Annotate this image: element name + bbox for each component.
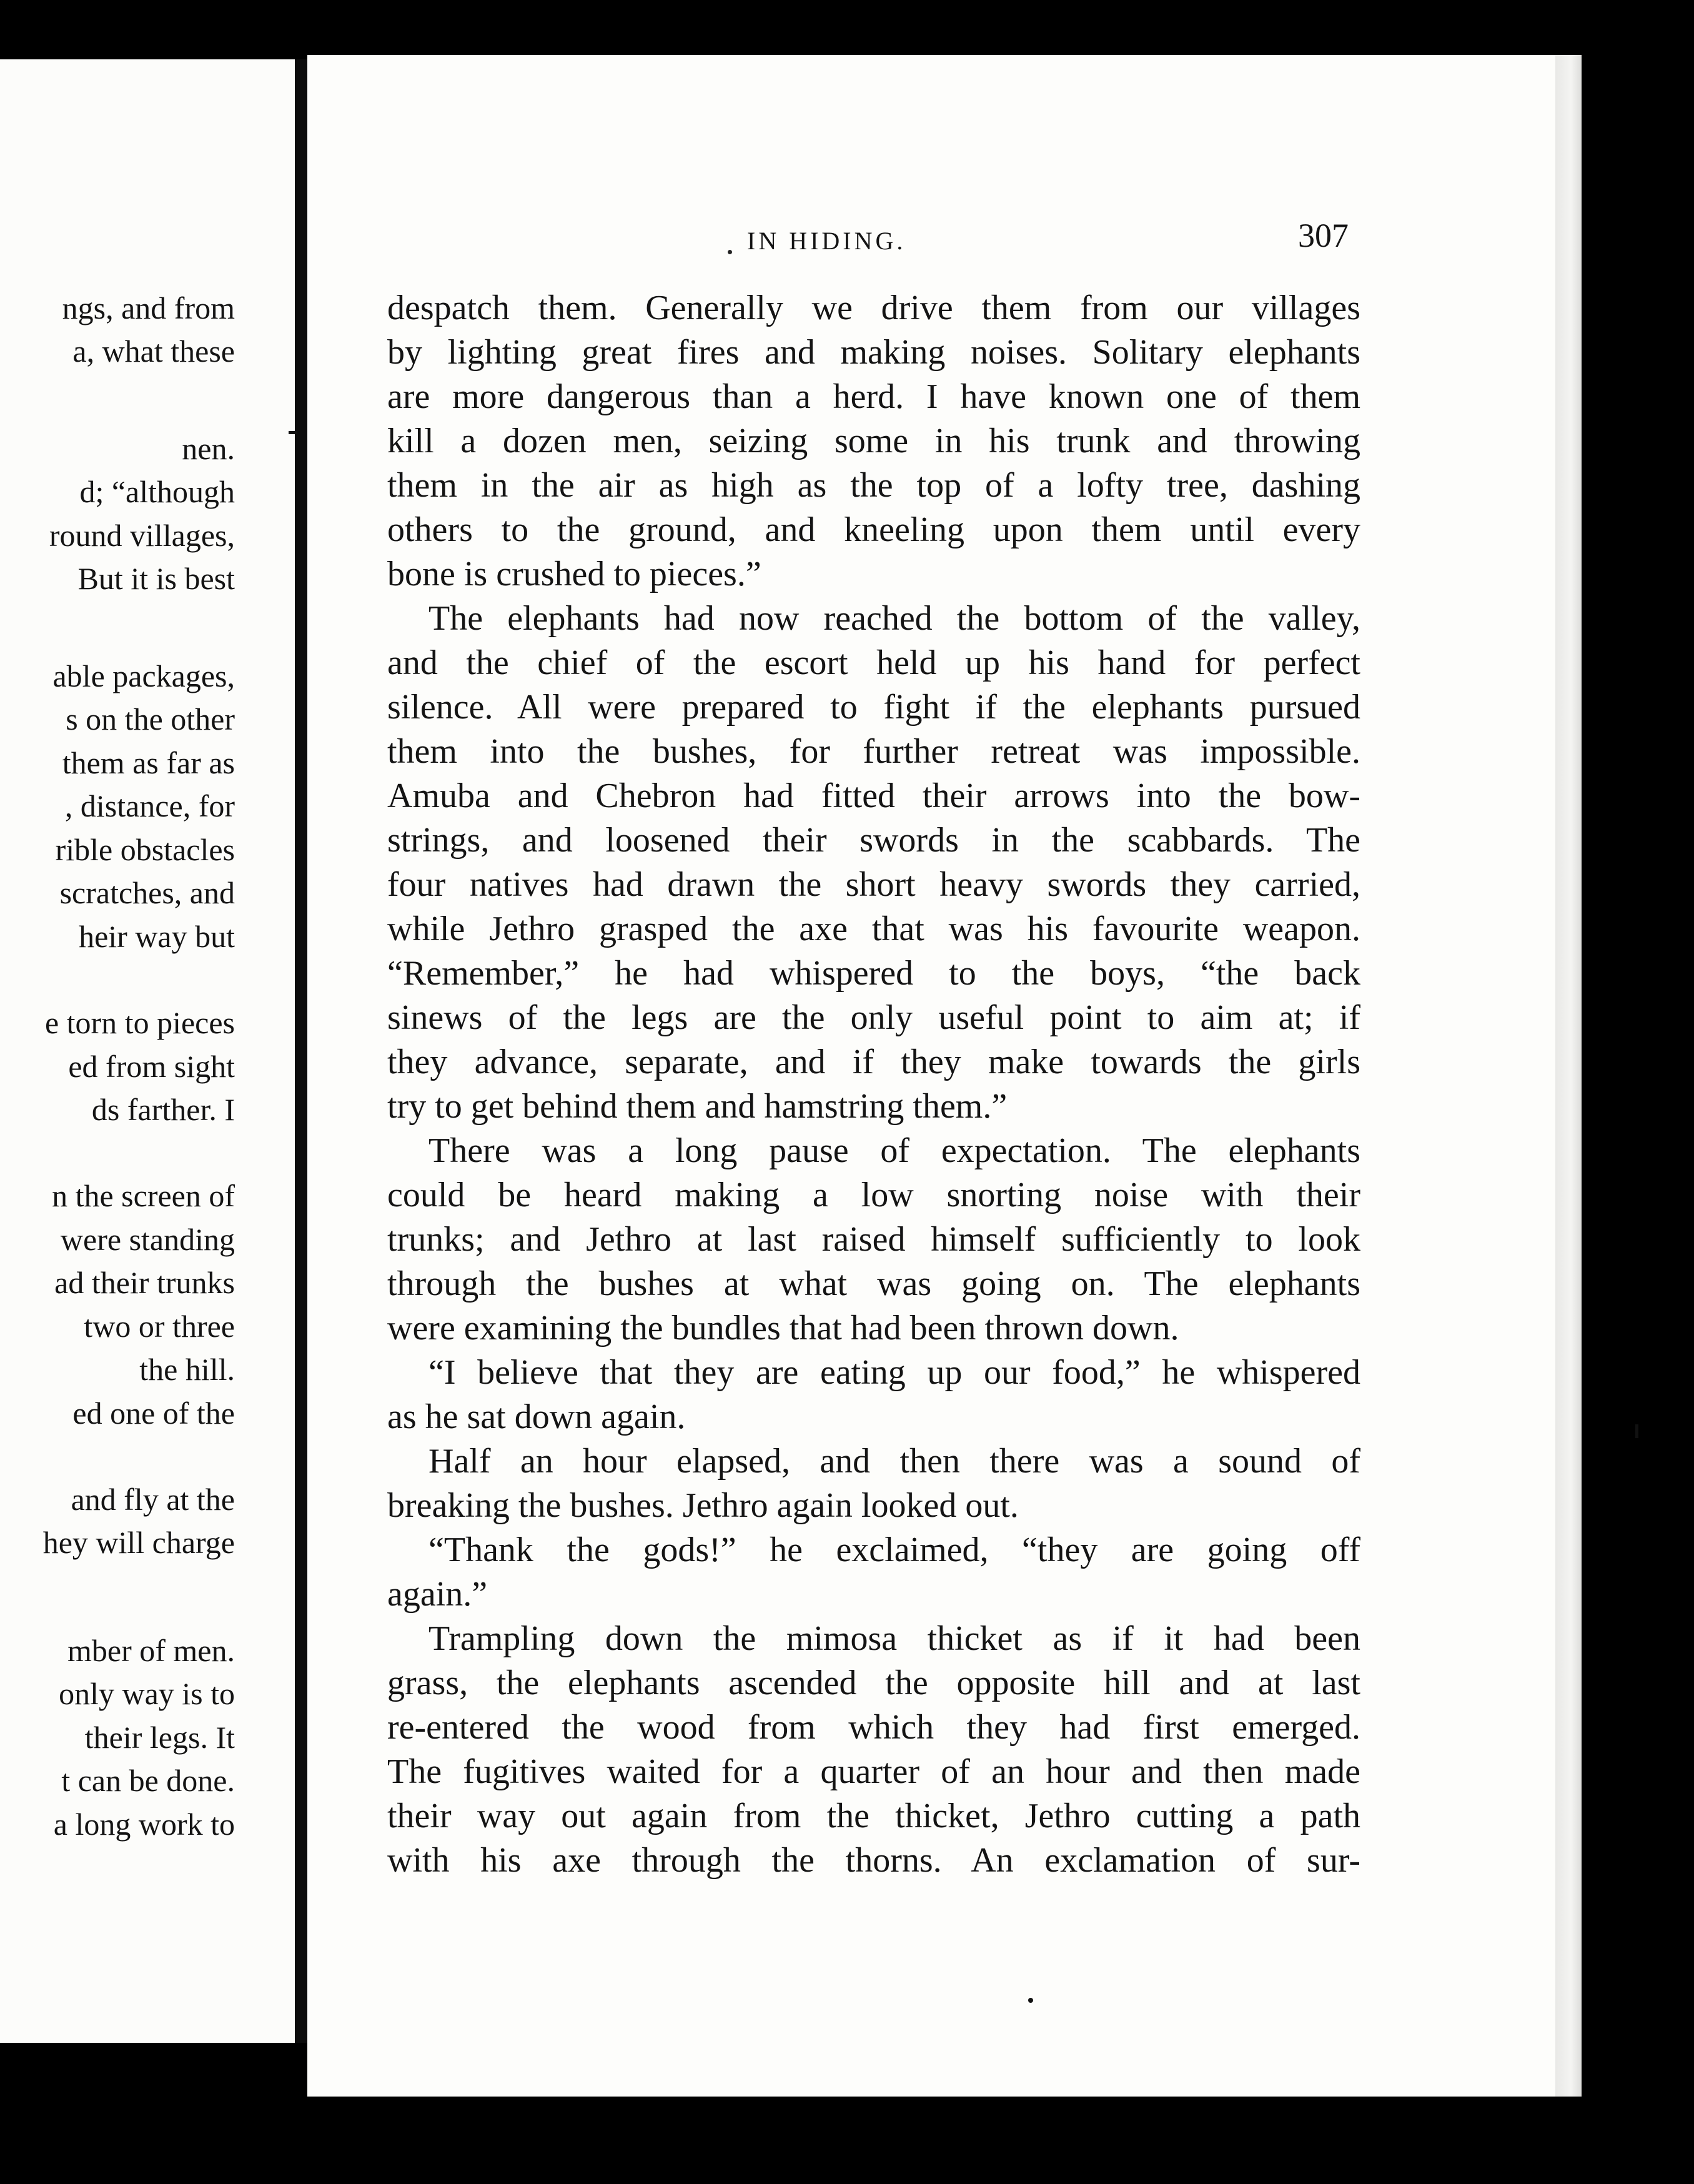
body-line: others to the ground, and kneeling upon them until every xyxy=(387,510,1360,549)
body-line: “I believe that they are eating up our food,” he whispered xyxy=(428,1353,1360,1392)
ink-speck xyxy=(1028,1998,1033,2003)
body-line: sinews of the legs are the only useful point to aim at; if xyxy=(387,998,1360,1037)
body-line: by lighting great fires and making noises. Solitary elephants xyxy=(387,333,1360,372)
body-line: The fugitives waited for a quarter of an hour and then made xyxy=(387,1752,1360,1791)
body-line: them into the bushes, for further retreat was impossible. xyxy=(387,732,1360,771)
left-page-line: two or three xyxy=(84,1309,235,1344)
body-line: as he sat down again. xyxy=(387,1397,686,1436)
body-line: The elephants had now reached the bottom of the valley, xyxy=(428,599,1360,638)
left-page-line: a, what these xyxy=(72,334,235,369)
body-line: silence. All were prepared to fight if the elephants pursued xyxy=(387,688,1360,727)
left-page-line: able packages, xyxy=(52,658,235,693)
body-line: “Thank the gods!” he exclaimed, “they are going off xyxy=(428,1531,1360,1569)
body-line: and the chief of the escort held up his hand for perfect xyxy=(387,643,1360,682)
ink-speck xyxy=(289,431,297,434)
left-page-line: a long work to xyxy=(53,1807,235,1842)
left-page-line: ds farther. I xyxy=(91,1092,235,1127)
left-page-line: e torn to pieces xyxy=(44,1005,235,1040)
body-line: despatch them. Generally we drive them from our villages xyxy=(387,289,1360,327)
body-line: strings, and loosened their swords in the scabbards. The xyxy=(387,821,1360,860)
page-number: 307 xyxy=(1298,217,1349,254)
body-line: There was a long pause of expectation. The elephants xyxy=(428,1131,1360,1170)
page-edge xyxy=(1555,55,1582,2097)
left-page-line: d; “although xyxy=(79,474,235,509)
running-head-dot xyxy=(728,250,732,254)
left-page-line: mber of men. xyxy=(67,1633,235,1668)
left-page-line: rible obstacles xyxy=(55,832,235,867)
left-page-line: heir way but xyxy=(79,919,235,954)
left-page-line: hey will charge xyxy=(42,1525,235,1560)
ink-speck xyxy=(1635,1424,1638,1438)
left-page-line: round villages, xyxy=(49,518,235,553)
body-line: four natives had drawn the short heavy swords they carried, xyxy=(387,865,1360,904)
body-line: bone is crushed to pieces.” xyxy=(387,555,761,593)
left-page-line: were standing xyxy=(60,1222,235,1257)
left-page-line: t can be done. xyxy=(61,1763,235,1798)
body-line: are more dangerous than a herd. I have known one of them xyxy=(387,377,1360,416)
left-page-line: the hill. xyxy=(139,1352,235,1387)
body-line: “Remember,” he had whispered to the boys, “the back xyxy=(387,954,1360,993)
body-line: Half an hour elapsed, and then there was a sound of xyxy=(428,1442,1360,1481)
body-line: them in the air as high as the top of a lofty tree, dashing xyxy=(387,466,1360,505)
body-line: through the bushes at what was going on. The elephants xyxy=(387,1264,1360,1303)
left-page-line: nen. xyxy=(182,431,235,466)
body-line: Amuba and Chebron had fitted their arrows into the bow- xyxy=(387,777,1360,815)
left-page-line: ed from sight xyxy=(68,1049,235,1084)
body-line: again.” xyxy=(387,1575,488,1614)
body-line: with his axe through the thorns. An exclamation of sur- xyxy=(387,1841,1360,1880)
left-page-line: ngs, and from xyxy=(62,290,235,325)
left-page-line: only way is to xyxy=(59,1676,235,1711)
running-head: IN HIDING. xyxy=(747,227,906,255)
left-page-line: But it is best xyxy=(77,561,235,596)
body-line: while Jethro grasped the axe that was his favourite weapon. xyxy=(387,910,1360,948)
left-page-line: and fly at the xyxy=(71,1482,235,1517)
left-page-line: s on the other xyxy=(66,702,235,737)
body-line: were examining the bundles that had been thrown down. xyxy=(387,1309,1179,1348)
left-page xyxy=(0,59,295,2043)
body-line: Trampling down the mimosa thicket as if it had been xyxy=(428,1619,1360,1658)
body-line: try to get behind them and hamstring them.” xyxy=(387,1087,1008,1126)
left-page-line: scratches, and xyxy=(59,875,235,910)
book-spine xyxy=(295,59,307,2043)
body-line: could be heard making a low snorting noise with their xyxy=(387,1176,1360,1214)
body-line: they advance, separate, and if they make towards the girls xyxy=(387,1043,1360,1081)
body-line: kill a dozen men, seizing some in his trunk and throwing xyxy=(387,422,1360,460)
left-page-line: , distance, for xyxy=(64,788,235,823)
body-line: breaking the bushes. Jethro again looked out. xyxy=(387,1486,1019,1525)
body-line: trunks; and Jethro at last raised himself sufficiently to look xyxy=(387,1220,1360,1259)
left-page-line: them as far as xyxy=(62,745,235,780)
body-line: grass, the elephants ascended the opposite hill and at last xyxy=(387,1664,1360,1702)
left-page-line: ad their trunks xyxy=(54,1265,235,1300)
body-line: re-entered the wood from which they had first emerged. xyxy=(387,1708,1360,1747)
body-line: their way out again from the thicket, Jethro cutting a path xyxy=(387,1797,1360,1835)
left-page-line: their legs. It xyxy=(84,1720,235,1755)
left-page-line: n the screen of xyxy=(52,1178,235,1213)
left-page-line: ed one of the xyxy=(72,1396,235,1431)
